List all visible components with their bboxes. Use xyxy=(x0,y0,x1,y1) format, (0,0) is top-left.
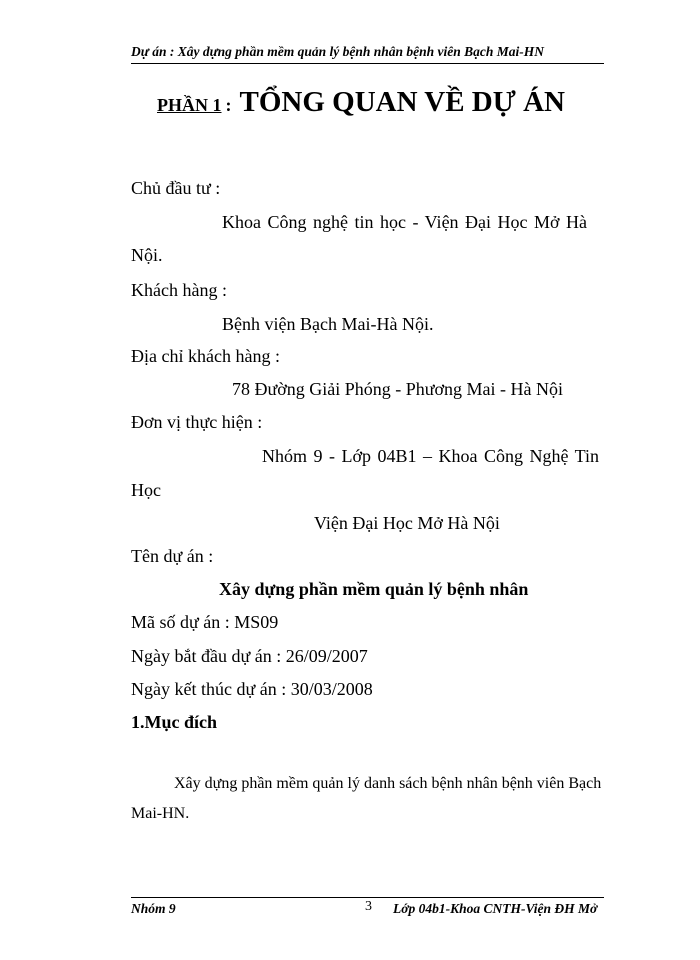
investor-label: Chủ đầu tư : xyxy=(131,178,221,198)
investor-value-line2: Nội. xyxy=(131,245,163,265)
header-rule xyxy=(131,63,604,64)
page-number: 3 xyxy=(365,899,372,914)
purpose-line1: Xây dựng phần mềm quản lý danh sách bệnh nhân bệnh viên Bạch xyxy=(174,775,602,792)
project-name-label: Tên dự án : xyxy=(131,546,214,566)
part-label: PHẦN 1 xyxy=(157,95,222,115)
start-date: Ngày bắt đầu dự án : 26/09/2007 xyxy=(131,646,368,666)
title-main: TỔNG QUAN VỀ DỰ ÁN xyxy=(239,86,565,118)
investor-value-line1: Khoa Công nghệ tin học - Viện Đại Học Mở Hà xyxy=(222,212,588,232)
customer-label: Khách hàng : xyxy=(131,280,227,300)
unit-value-line3: Viện Đại Học Mở Hà Nội xyxy=(314,513,500,533)
footer-class: Lớp 04b1-Khoa CNTH-Viện ĐH Mở xyxy=(393,901,598,916)
part-colon: : xyxy=(225,95,232,115)
unit-label: Đơn vị thực hiện : xyxy=(131,412,263,432)
project-name-value: Xây dựng phần mềm quản lý bệnh nhân xyxy=(219,579,529,599)
unit-value-line2: Học xyxy=(131,480,161,500)
footer-rule xyxy=(131,897,604,898)
project-code: Mã số dự án : MS09 xyxy=(131,612,279,632)
address-label: Địa chỉ khách hàng : xyxy=(131,346,280,366)
running-header: Dự án : Xây dựng phần mềm quản lý bệnh nhân bệnh viên Bạch Mai-HN xyxy=(131,44,544,59)
purpose-line2: Mai-HN. xyxy=(131,805,190,822)
page-title xyxy=(157,86,565,119)
end-date: Ngày kết thúc dự án : 30/03/2008 xyxy=(131,679,373,699)
address-value: 78 Đường Giải Phóng - Phương Mai - Hà Nội xyxy=(232,379,564,399)
customer-value: Bệnh viện Bạch Mai-Hà Nội. xyxy=(222,314,434,334)
unit-value-line1: Nhóm 9 - Lớp 04B1 – Khoa Công Nghệ Tin xyxy=(262,446,600,466)
footer-group: Nhóm 9 xyxy=(131,901,176,916)
section-heading: 1.Mục đích xyxy=(131,712,218,732)
